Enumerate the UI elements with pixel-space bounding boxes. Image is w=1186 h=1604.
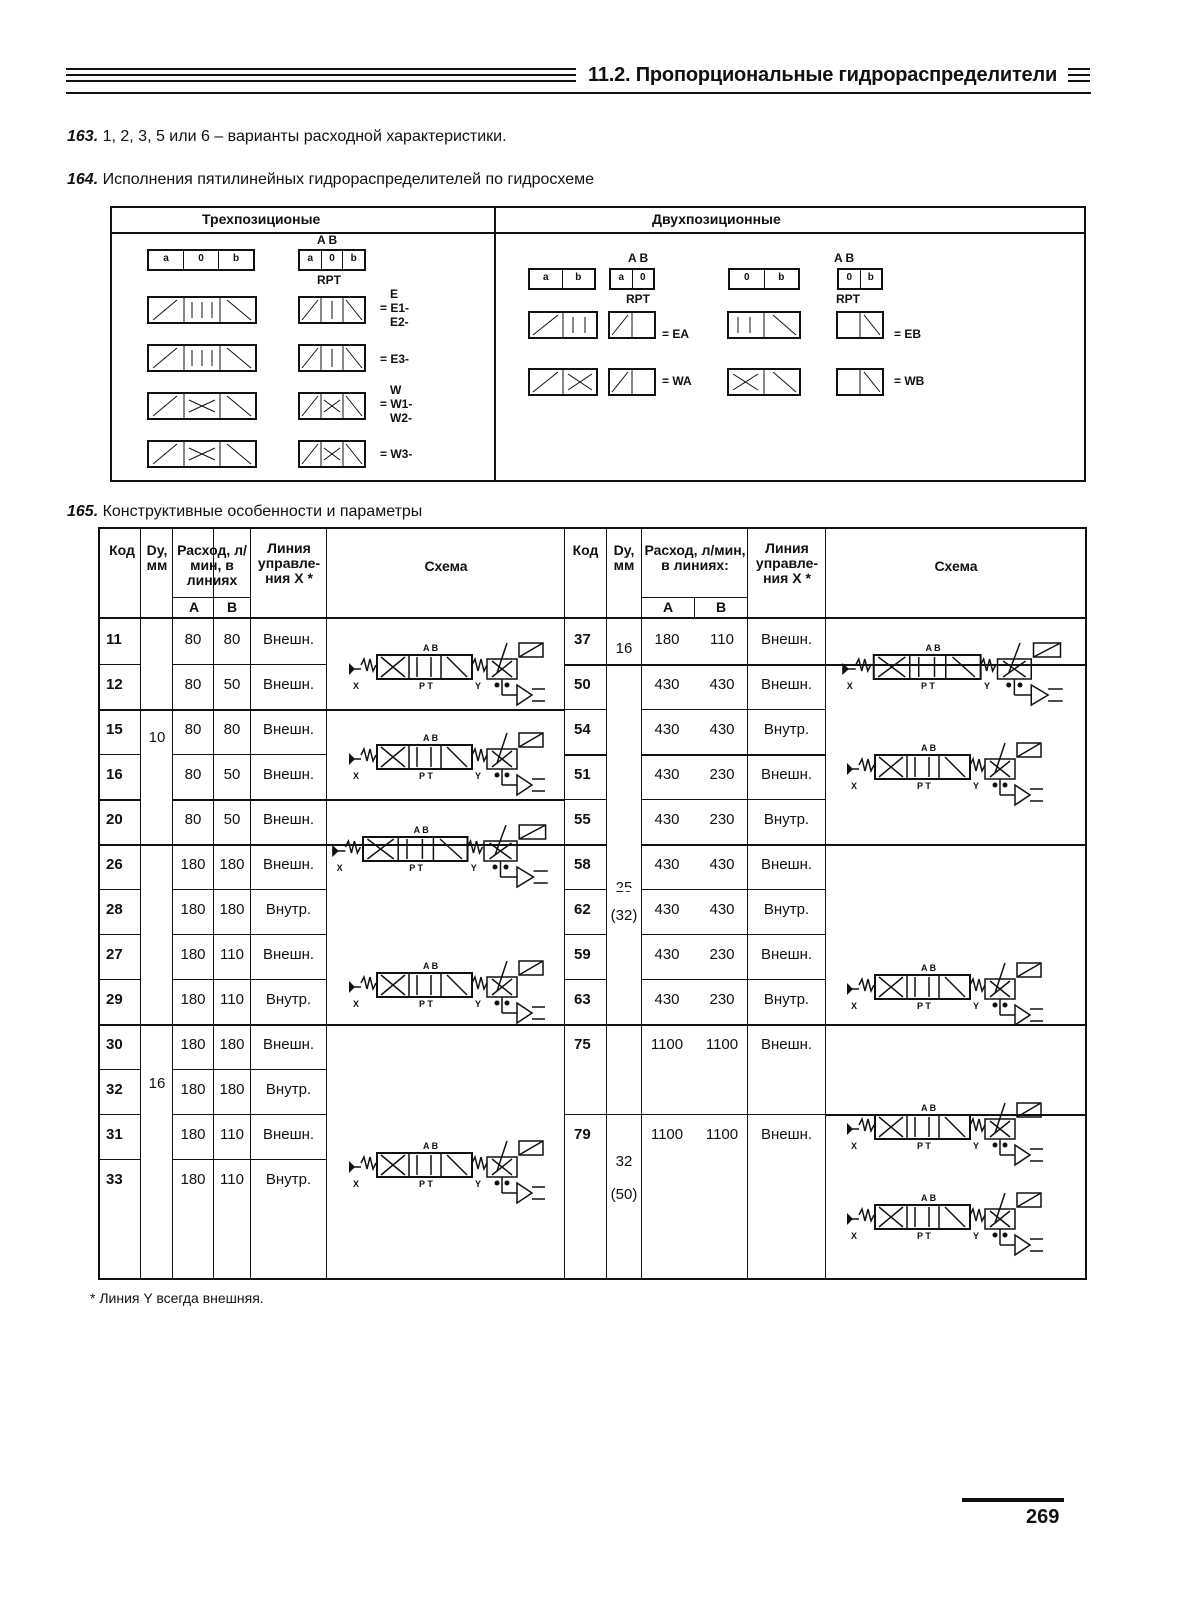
header-dy: Dу, мм xyxy=(146,542,168,573)
port-x-label: X xyxy=(353,999,360,1009)
header-rule-left xyxy=(66,68,576,88)
row-code: 26 xyxy=(106,856,123,873)
row-line xyxy=(100,664,326,665)
port-label-ab-3: A B xyxy=(834,251,855,265)
port-label-ab-2: A B xyxy=(628,251,649,265)
control-line: Внутр. xyxy=(265,901,312,918)
sym-cell-0: 0 xyxy=(184,251,219,269)
flow-a-right: 430 xyxy=(654,946,680,963)
header-underline xyxy=(66,92,1091,94)
header-a: A xyxy=(188,599,200,615)
port-label-rpt: RPT xyxy=(317,273,341,287)
three-position-schemes-small xyxy=(298,296,370,476)
control-line-right: Внешн. xyxy=(760,631,813,648)
port-pt-label: P T xyxy=(917,1001,931,1011)
flow-b: 180 xyxy=(219,856,245,873)
flow-b-right: 230 xyxy=(709,811,735,828)
row-code-right: 75 xyxy=(574,1036,591,1053)
port-ab-label: A B xyxy=(423,643,439,653)
variants-table-divider xyxy=(494,208,496,480)
row-line-gap xyxy=(607,933,641,936)
port-x-label: X xyxy=(353,681,360,691)
port-x-label: X xyxy=(336,863,343,873)
port-ab-label: A B xyxy=(423,733,439,743)
row-line-gap xyxy=(141,663,172,666)
item-165 xyxy=(67,503,422,521)
row-line-right xyxy=(564,889,825,890)
row-line-gap xyxy=(141,888,172,891)
variant-w3: = W3- xyxy=(380,447,413,461)
flow-b-right: 430 xyxy=(709,721,735,738)
flow-a: 180 xyxy=(180,1081,206,1098)
three-position-header: Трехпозиционые xyxy=(202,211,321,227)
row-code-right: 51 xyxy=(574,766,591,783)
scheme-group-line xyxy=(326,799,564,801)
dy-group-line xyxy=(140,844,172,846)
row-line xyxy=(100,979,326,980)
valve-symbol-small-a0b xyxy=(298,249,366,271)
flow-a: 80 xyxy=(184,811,202,828)
flow-a-right: 430 xyxy=(654,901,680,918)
row-line-gap xyxy=(607,798,641,801)
row-line-right xyxy=(564,799,825,800)
col-line xyxy=(140,529,141,1278)
control-line-right: Внутр. xyxy=(763,811,810,828)
dy-10: 10 xyxy=(148,729,166,746)
port-ab-label: A B xyxy=(925,643,941,653)
row-line-right xyxy=(564,664,825,666)
port-pt-label: P T xyxy=(917,1141,931,1151)
control-line: Внешн. xyxy=(262,1126,315,1143)
variants-table-header-line xyxy=(112,232,1084,234)
sym-cell-0: 0 xyxy=(322,251,344,269)
port-y-label: Y xyxy=(475,771,482,781)
flow-b-right: 110 xyxy=(710,631,734,648)
variant-e3: = E3- xyxy=(380,352,410,366)
dy-32: 32 xyxy=(615,1153,633,1170)
row-code-right: 55 xyxy=(574,811,591,828)
valve-symbol-0-b xyxy=(728,268,800,290)
row-line-right xyxy=(564,844,825,846)
sym-cell-0: 0 xyxy=(839,270,861,288)
scheme-75 xyxy=(845,1089,1045,1169)
page-number-bar xyxy=(962,1498,1064,1502)
page-number: 269 xyxy=(1026,1506,1060,1528)
flow-b-right: 230 xyxy=(709,946,735,963)
control-line-right: Внешн. xyxy=(760,766,813,783)
row-code-right: 58 xyxy=(574,856,591,873)
port-y-label: Y xyxy=(973,781,980,791)
flow-a-right: 430 xyxy=(654,991,680,1008)
port-y-label: Y xyxy=(984,681,991,691)
flow-a-right: 1100 xyxy=(650,1036,684,1053)
row-line xyxy=(100,1159,326,1160)
row-line-right xyxy=(564,934,825,935)
control-line: Внешн. xyxy=(262,721,315,738)
header-b: B xyxy=(226,599,238,615)
port-ab-label: A B xyxy=(921,1103,937,1113)
flow-b-right: 230 xyxy=(709,991,735,1008)
control-line: Внешн. xyxy=(262,856,315,873)
flow-a: 180 xyxy=(180,856,206,873)
control-line: Внешн. xyxy=(262,811,315,828)
row-code: 16 xyxy=(106,766,123,783)
row-line-gap xyxy=(141,978,172,981)
flow-a: 80 xyxy=(184,766,202,783)
row-line-gap xyxy=(607,978,641,981)
row-code: 29 xyxy=(106,991,123,1008)
scheme-group-line xyxy=(326,709,564,711)
col-line xyxy=(326,529,327,1278)
flow-b: 180 xyxy=(219,901,245,918)
variant-ea: = EA xyxy=(662,327,690,341)
flow-a: 180 xyxy=(180,901,206,918)
header-a-2: A xyxy=(662,599,674,615)
valve-symbol-a0b xyxy=(147,249,255,271)
row-line-right xyxy=(564,1114,825,1115)
header-flow: Расход, л/мин, в линиях xyxy=(177,542,247,588)
sym-cell-b: b xyxy=(232,253,240,264)
flow-b: 110 xyxy=(220,1171,244,1188)
row-line-right xyxy=(564,709,825,710)
two-position-header: Двухпозиционные xyxy=(652,211,781,227)
flow-a-right: 180 xyxy=(654,631,680,648)
row-code: 31 xyxy=(106,1126,123,1143)
dy-50-paren: (50) xyxy=(610,1186,638,1203)
control-line-right: Внешн. xyxy=(760,946,813,963)
row-line xyxy=(100,889,326,890)
header-b-2: B xyxy=(715,599,727,615)
control-line: Внешн. xyxy=(262,631,315,648)
sym-cell-b: b xyxy=(778,272,785,283)
variant-w2: W2- xyxy=(390,411,412,425)
row-line-right xyxy=(564,1024,825,1026)
flow-b-right: 430 xyxy=(709,676,735,693)
port-x-label: X xyxy=(846,681,853,691)
port-x-label: X xyxy=(353,1179,360,1189)
header-flow-2: Расход, л/мин, в линиях: xyxy=(644,542,746,573)
header-control-2: Линия управле- ния X * xyxy=(755,540,819,586)
control-line-right: Внешн. xyxy=(760,856,813,873)
dy-16: 16 xyxy=(148,1075,166,1092)
flow-a: 180 xyxy=(180,991,206,1008)
port-ab-label: A B xyxy=(921,1193,937,1203)
port-x-label: X xyxy=(851,1141,858,1151)
col-line xyxy=(564,529,565,1278)
row-code-right: 59 xyxy=(574,946,591,963)
dy-32-paren: (32) xyxy=(610,907,638,924)
header-dy-2: Dу, мм xyxy=(613,542,635,573)
row-line xyxy=(100,799,326,801)
row-line-gap xyxy=(607,843,641,846)
row-line-right xyxy=(564,754,825,756)
port-pt-label: P T xyxy=(419,1179,433,1189)
control-line: Внутр. xyxy=(265,1081,312,1098)
dy-16-right: 16 xyxy=(615,640,633,657)
valve-symbol-a0 xyxy=(609,268,655,290)
scheme-37 xyxy=(840,629,1065,709)
row-code: 28 xyxy=(106,901,123,918)
flow-a: 80 xyxy=(184,676,202,693)
variant-e: E xyxy=(390,287,399,301)
sym-cell-a: a xyxy=(611,270,633,288)
port-pt-label: P T xyxy=(409,863,424,873)
variant-wb: = WB xyxy=(894,374,925,388)
control-line-right: Внутр. xyxy=(763,901,810,918)
flow-b-right: 1100 xyxy=(705,1126,739,1143)
header-rule-right xyxy=(1068,68,1090,86)
port-ab-label: A B xyxy=(423,1141,439,1151)
row-line-gap xyxy=(607,753,641,756)
row-code: 15 xyxy=(106,721,123,738)
row-code: 12 xyxy=(106,676,123,693)
variant-w: W xyxy=(390,383,402,397)
flow-b: 110 xyxy=(220,1126,244,1143)
control-line: Внешн. xyxy=(262,946,315,963)
col-line xyxy=(825,529,826,1278)
port-label-rpt-3: RPT xyxy=(836,292,860,306)
section-header xyxy=(66,64,1091,94)
flow-a-right: 430 xyxy=(654,811,680,828)
port-y-label: Y xyxy=(475,1179,482,1189)
control-line-right: Внутр. xyxy=(763,721,810,738)
port-y-label: Y xyxy=(973,1231,980,1241)
control-line: Внешн. xyxy=(262,676,315,693)
row-code: 32 xyxy=(106,1081,123,1098)
port-ab-label: A B xyxy=(921,963,937,973)
row-line-gap xyxy=(141,753,172,756)
flow-b-right: 230 xyxy=(709,766,735,783)
control-line-right: Внешн. xyxy=(760,676,813,693)
header-control: Линия управле- ния X * xyxy=(257,540,321,586)
row-code-right: 63 xyxy=(574,991,591,1008)
item-163-text: 1, 2, 3, 5 или 6 – варианты расходной характеристики. xyxy=(98,128,507,145)
port-label-rpt-2: RPT xyxy=(626,292,650,306)
sym-cell-b: b xyxy=(867,272,874,283)
sym-cell-0: 0 xyxy=(730,270,765,288)
scheme-15-16 xyxy=(347,719,547,799)
scheme-20 xyxy=(330,811,550,891)
row-line-gap xyxy=(141,1158,172,1161)
control-line-right: Внутр. xyxy=(763,991,810,1008)
control-line: Внутр. xyxy=(265,1171,312,1188)
item-165-text: Конструктивные особенности и параметры xyxy=(98,503,423,520)
two-position-schemes xyxy=(528,311,908,401)
flow-b-right: 430 xyxy=(709,901,735,918)
section-title: 11.2. Пропорциональные гидрораспределители xyxy=(588,64,1058,86)
flow-b: 50 xyxy=(223,676,241,693)
row-code: 27 xyxy=(106,946,123,963)
port-pt-label: P T xyxy=(419,681,433,691)
item-164-text: Исполнения пятилинейных гидрораспределителей по гидросхеме xyxy=(98,171,595,188)
flow-b: 180 xyxy=(219,1081,245,1098)
variants-table xyxy=(110,206,1086,482)
row-line xyxy=(100,1114,326,1115)
row-code-right: 37 xyxy=(574,631,591,648)
sym-cell-a: a xyxy=(149,251,184,269)
flow-a-right: 430 xyxy=(654,721,680,738)
flow-b-right: 430 xyxy=(709,856,735,873)
row-line xyxy=(100,709,326,711)
flow-b-right: 1100 xyxy=(705,1036,739,1053)
row-line xyxy=(100,754,326,755)
row-code: 11 xyxy=(106,631,122,648)
item-164-number: 164. xyxy=(67,171,99,188)
row-code-right: 50 xyxy=(574,676,591,693)
control-line: Внутр. xyxy=(265,991,312,1008)
valve-symbol-a-b xyxy=(528,268,596,290)
flow-b: 110 xyxy=(220,991,244,1008)
port-y-label: Y xyxy=(475,999,482,1009)
flow-a-right: 430 xyxy=(654,676,680,693)
flow-b: 180 xyxy=(219,1036,245,1053)
port-x-label: X xyxy=(851,781,858,791)
port-x-label: X xyxy=(851,1231,858,1241)
variant-w1: = W1- xyxy=(380,397,413,411)
row-line xyxy=(100,844,326,846)
port-pt-label: P T xyxy=(921,681,935,691)
sym-cell-a: a xyxy=(530,270,563,288)
port-ab-label: A B xyxy=(413,825,429,835)
row-line-gap xyxy=(141,798,172,801)
row-code: 30 xyxy=(106,1036,123,1053)
item-165-number: 165. xyxy=(67,503,99,520)
port-x-label: X xyxy=(353,771,360,781)
control-line-right: Внешн. xyxy=(760,1036,813,1053)
control-line: Внешн. xyxy=(262,766,315,783)
row-line-gap xyxy=(607,708,641,711)
port-y-label: Y xyxy=(470,863,477,873)
control-line-right: Внешн. xyxy=(760,1126,813,1143)
header-code-2: Код xyxy=(572,542,599,558)
item-163-number: 163. xyxy=(67,128,99,145)
variant-wa: = WA xyxy=(662,374,692,388)
control-line: Внешн. xyxy=(262,1036,315,1053)
port-x-label: X xyxy=(851,1001,858,1011)
scheme-50-55 xyxy=(845,729,1045,809)
row-code-right: 54 xyxy=(574,721,591,738)
item-163 xyxy=(67,128,507,146)
header-subline xyxy=(172,597,250,598)
variant-e2: E2- xyxy=(390,315,409,329)
port-y-label: Y xyxy=(973,1001,980,1011)
port-ab-label: A B xyxy=(921,743,937,753)
flow-a-right: 430 xyxy=(654,766,680,783)
port-pt-label: P T xyxy=(917,1231,931,1241)
port-y-label: Y xyxy=(973,1141,980,1151)
flow-a-right: 430 xyxy=(654,856,680,873)
row-line xyxy=(100,934,326,935)
scheme-group-line-right xyxy=(825,844,1087,846)
scheme-58-63 xyxy=(845,949,1045,1029)
row-code-right: 79 xyxy=(574,1126,591,1143)
scheme-79 xyxy=(845,1179,1045,1259)
sym-cell-a: a xyxy=(300,251,322,269)
header-code: Код xyxy=(109,542,135,558)
flow-a-right: 1100 xyxy=(650,1126,684,1143)
row-code: 20 xyxy=(106,811,123,828)
scheme-11-12 xyxy=(347,629,547,709)
footnote: * Линия Y всегда внешняя. xyxy=(90,1290,264,1306)
flow-b: 50 xyxy=(223,811,241,828)
flow-b: 110 xyxy=(220,946,244,963)
item-164 xyxy=(67,171,594,189)
row-line-right xyxy=(564,979,825,980)
row-line-gap xyxy=(607,888,641,891)
dy-group-line xyxy=(606,1024,641,1026)
sym-cell-b: b xyxy=(575,272,582,283)
flow-a: 80 xyxy=(184,721,202,738)
port-ab-label: A B xyxy=(423,961,439,971)
flow-a: 180 xyxy=(180,1036,206,1053)
valve-symbol-0b-small xyxy=(837,268,883,290)
three-position-schemes xyxy=(147,296,259,476)
flow-b: 80 xyxy=(223,721,241,738)
row-code: 33 xyxy=(106,1171,123,1188)
header-bottom-line xyxy=(100,617,1085,619)
sym-cell-0: 0 xyxy=(639,272,646,283)
header-scheme: Схема xyxy=(424,558,468,574)
row-line-gap xyxy=(141,1068,172,1071)
flow-b: 80 xyxy=(223,631,241,648)
variant-eb: = EB xyxy=(894,327,922,341)
port-pt-label: P T xyxy=(419,771,433,781)
flow-a: 180 xyxy=(180,1126,206,1143)
scheme-26-29 xyxy=(347,947,547,1027)
flow-a: 180 xyxy=(180,1171,206,1188)
variant-e1: = E1- xyxy=(380,301,410,315)
port-y-label: Y xyxy=(475,681,482,691)
port-pt-label: P T xyxy=(419,999,433,1009)
row-line xyxy=(100,1024,326,1026)
row-line-gap xyxy=(141,933,172,936)
dy-group-line xyxy=(606,664,641,666)
scheme-30-33 xyxy=(347,1127,547,1207)
parameters-table xyxy=(98,527,1087,1280)
sym-cell-b: b xyxy=(350,253,357,264)
flow-a: 180 xyxy=(180,946,206,963)
port-pt-label: P T xyxy=(917,781,931,791)
flow-a: 80 xyxy=(184,631,202,648)
port-label-ab: A B xyxy=(317,233,338,247)
flow-b: 50 xyxy=(223,766,241,783)
row-line-gap xyxy=(141,1113,172,1116)
header-scheme-2: Схема xyxy=(934,558,978,574)
row-line xyxy=(100,1069,326,1070)
row-code-right: 62 xyxy=(574,901,591,918)
